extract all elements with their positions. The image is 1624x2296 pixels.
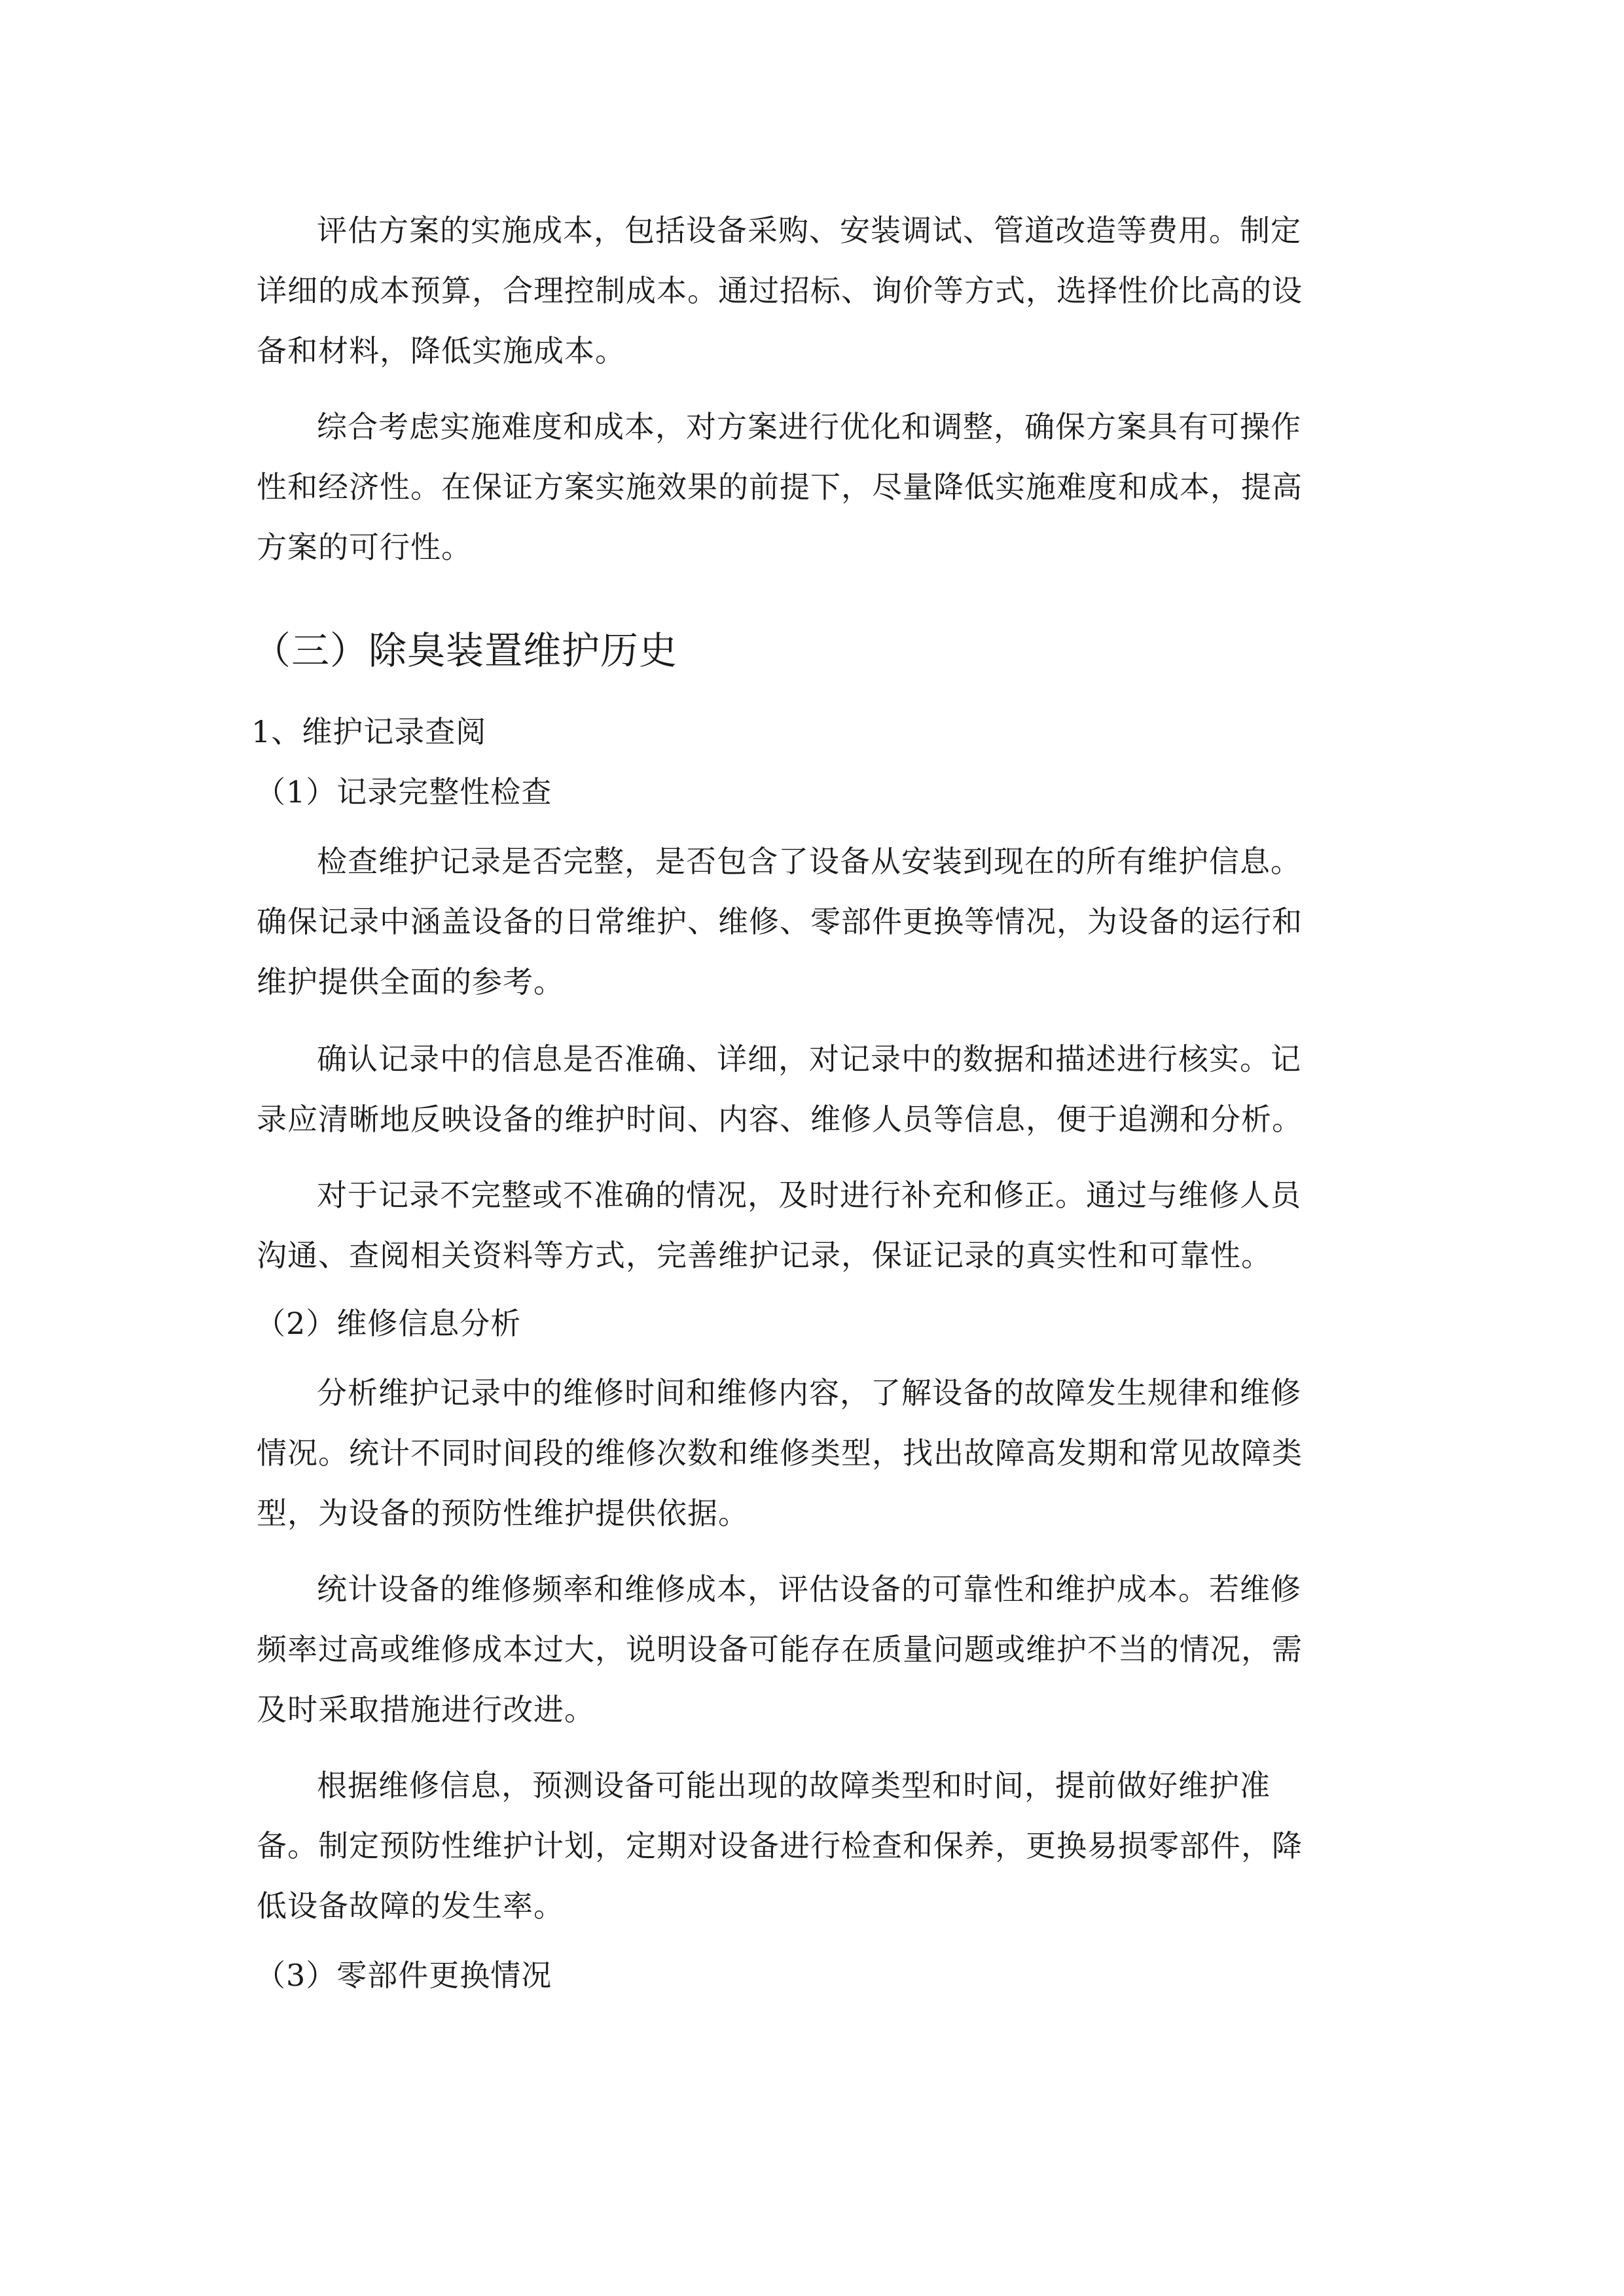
paragraph-confirm-line-2: 录应清晰地反映设备的维护时间、内容、维修人员等信息，便于追溯和分析。 [257, 1102, 1303, 1137]
paragraph-optimize-line-3: 方案的可行性。 [257, 529, 472, 565]
paragraph-correct-line-1: 对于记录不完整或不准确的情况，及时进行补充和修正。通过与维修人员 [317, 1177, 1301, 1213]
paragraph-check-line-3: 维护提供全面的参考。 [257, 964, 564, 999]
paragraph-analyze-line-2: 情况。统计不同时间段的维修次数和维修类型，找出故障高发期和常见故障类 [257, 1435, 1303, 1471]
paragraph-predict-line-2: 备。制定预防性维护计划，定期对设备进行检查和保养，更换易损零部件，降 [257, 1828, 1303, 1863]
paragraph-confirm-line-1: 确认记录中的信息是否准确、详细，对记录中的数据和描述进行核实。记 [317, 1041, 1301, 1077]
paragraph-analyze-line-1: 分析维护记录中的维修时间和维修内容，了解设备的故障发生规律和维修 [317, 1375, 1301, 1410]
item-title-1: （1）记录完整性检查 [255, 774, 552, 810]
paragraph-optimize-line-2: 性和经济性。在保证方案实施效果的前提下，尽量降低实施难度和成本，提高 [257, 469, 1303, 505]
paragraph-optimize-line-1: 综合考虑实施难度和成本，对方案进行优化和调整，确保方案具有可操作 [317, 409, 1301, 444]
paragraph-cost-line-3: 备和材料，降低实施成本。 [257, 333, 626, 368]
item-title-2: （2）维修信息分析 [255, 1306, 522, 1341]
item-title-3: （3）零部件更换情况 [255, 1958, 552, 1993]
subsection-title: 1、维护记录查阅 [251, 714, 487, 749]
paragraph-correct-line-2: 沟通、查阅相关资料等方式，完善维护记录，保证记录的真实性和可靠性。 [257, 1238, 1272, 1273]
paragraph-predict-line-3: 低设备故障的发生率。 [257, 1888, 564, 1924]
paragraph-predict-line-1: 根据维修信息，预测设备可能出现的故障类型和时间，提前做好维护准 [317, 1768, 1271, 1803]
paragraph-cost-line-1: 评估方案的实施成本，包括设备采购、安装调试、管道改造等费用。制定 [317, 213, 1301, 248]
paragraph-cost-line-2: 详细的成本预算，合理控制成本。通过招标、询价等方式，选择性价比高的设 [257, 273, 1303, 308]
paragraph-frequency-line-1: 统计设备的维修频率和维修成本，评估设备的可靠性和维护成本。若维修 [317, 1571, 1301, 1607]
paragraph-frequency-line-3: 及时采取措施进行改进。 [257, 1692, 595, 1727]
section-heading: （三）除臭装置维护历史 [253, 628, 678, 673]
paragraph-frequency-line-2: 频率过高或维修成本过大，说明设备可能存在质量问题或维护不当的情况，需 [257, 1632, 1303, 1667]
paragraph-analyze-line-3: 型，为设备的预防性维护提供依据。 [257, 1496, 749, 1531]
paragraph-check-line-1: 检查维护记录是否完整，是否包含了设备从安装到现在的所有维护信息。 [317, 844, 1301, 879]
paragraph-check-line-2: 确保记录中涵盖设备的日常维护、维修、零部件更换等情况，为设备的运行和 [257, 904, 1303, 939]
